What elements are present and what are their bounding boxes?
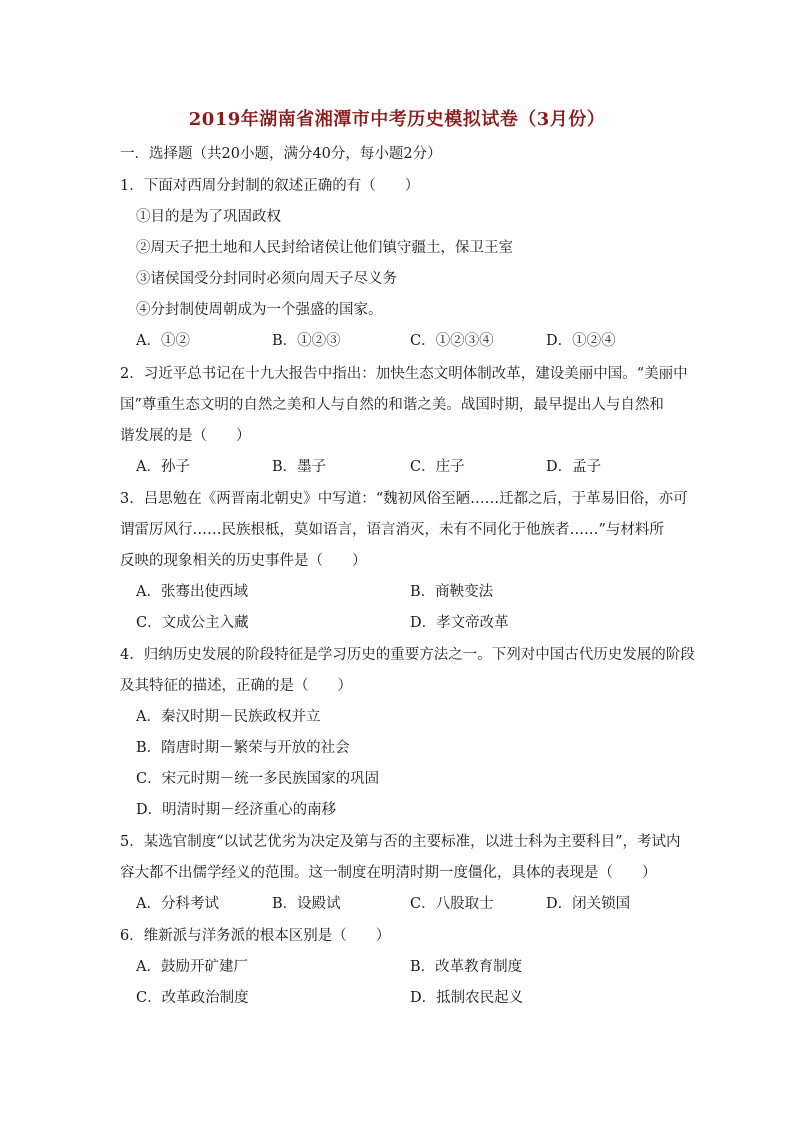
question-1-statement: ①目的是为了巩固政权	[136, 209, 281, 225]
question-1-statement: ②周天子把土地和人民封给诸侯让他们镇守疆土，保卫王室	[136, 240, 513, 256]
question-6-option-d[interactable]: D．抵制农民起义	[410, 990, 524, 1006]
question-1-statement: ③诸侯国受分封同时必须向周天子尽义务	[136, 271, 397, 287]
question-4-option-d[interactable]: D．明清时期－经济重心的南移	[136, 802, 337, 818]
question-3-option-c[interactable]: C．文成公主入藏	[136, 615, 249, 631]
question-1-option-a[interactable]: A．①②	[136, 333, 190, 349]
section-heading: 一．选择题（共20小题，满分40分，每小题2分）	[120, 146, 442, 162]
question-4-stem: 及其特征的描述，正确的是（ ）	[120, 678, 352, 694]
question-4-option-c[interactable]: C．宋元时期－统一多民族国家的巩固	[136, 771, 380, 787]
question-4-option-a[interactable]: A．秦汉时期－民族政权并立	[136, 709, 321, 725]
question-1-option-b[interactable]: B．①②③	[272, 333, 341, 349]
question-1-stem: 1．下面对西周分封制的叙述正确的有（ ）	[120, 178, 420, 194]
question-2-option-a[interactable]: A．孙子	[136, 459, 190, 475]
question-5-option-b[interactable]: B．设殿试	[272, 896, 341, 912]
question-6-option-b[interactable]: B．改革教育制度	[410, 959, 523, 975]
question-5-option-a[interactable]: A．分科考试	[136, 896, 219, 912]
question-6-option-c[interactable]: C．改革政治制度	[136, 990, 249, 1006]
question-1-option-c[interactable]: C．①②③④	[410, 333, 494, 349]
question-5-stem: 容大都不出儒学经义的范围。这一制度在明清时期一度僵化，具体的表现是（ ）	[120, 865, 657, 881]
question-1-option-d[interactable]: D．①②④	[546, 333, 616, 349]
question-6-stem: 6．维新派与洋务派的根本区别是（ ）	[120, 928, 391, 944]
question-2-stem: 国”尊重生态文明的自然之美和人与自然的和谐之美。战国时期，最早提出人与自然和	[120, 397, 664, 413]
question-3-stem: 反映的现象相关的历史事件是（ ）	[120, 553, 367, 569]
question-3-stem: 3．吕思勉在《两晋南北朝史》中写道：“魏初风俗至陋……迁都之后，于革易旧俗，亦可	[120, 491, 688, 507]
question-6-option-a[interactable]: A．鼓励开矿建厂	[136, 959, 248, 975]
question-2-option-c[interactable]: C．庄子	[410, 459, 465, 475]
exam-title: 2019年湖南省湘潭市中考历史模拟试卷（3月份）	[188, 109, 606, 130]
question-5-option-d[interactable]: D．闭关锁国	[546, 896, 631, 912]
question-2-stem: 2．习近平总书记在十九大报告中指出：加快生态文明体制改革，建设美丽中国。“美丽中	[120, 366, 688, 382]
question-4-option-b[interactable]: B．隋唐时期－繁荣与开放的社会	[136, 740, 350, 756]
question-5-stem: 5．某选官制度“以试艺优劣为决定及第与否的主要标准，以进士科为主要科目”，考试内	[120, 834, 681, 850]
question-1-statement: ④分封制使周朝成为一个强盛的国家。	[136, 302, 383, 318]
question-4-stem: 4．归纳历史发展的阶段特征是学习历史的重要方法之一。下列对中国古代历史发展的阶段	[120, 647, 695, 663]
question-3-option-b[interactable]: B．商鞅变法	[410, 584, 494, 600]
question-3-option-d[interactable]: D．孝文帝改革	[410, 615, 509, 631]
question-5-option-c[interactable]: C．八股取士	[410, 896, 494, 912]
question-2-stem: 谐发展的是（ ）	[120, 428, 251, 444]
question-2-option-d[interactable]: D．孟子	[546, 459, 602, 475]
question-2-option-b[interactable]: B．墨子	[272, 459, 327, 475]
question-3-option-a[interactable]: A．张骞出使西域	[136, 584, 248, 600]
question-3-stem: 谓雷厉风行……民族根柢，莫如语言，语言消灭，未有不同化于他族者……”与材料所	[120, 522, 664, 538]
